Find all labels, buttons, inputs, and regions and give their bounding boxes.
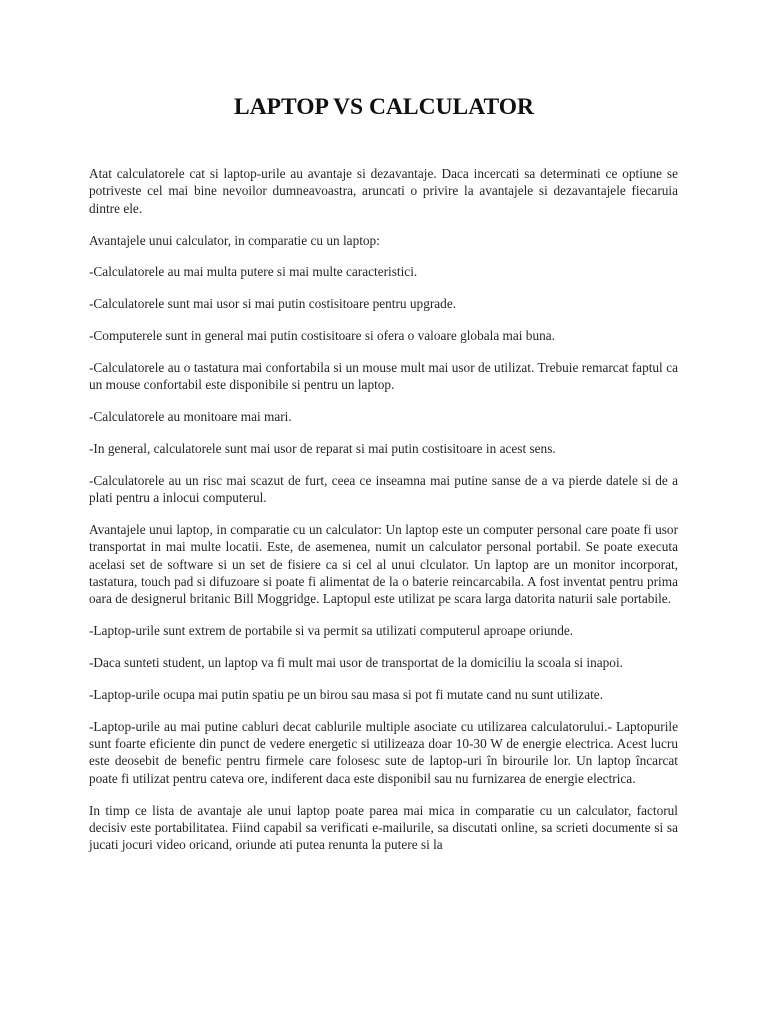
paragraph-laptop-cables: -Laptop-urile au mai putine cabluri decat cablurile multiple asociate cu utilizarea calculatorului.- Laptopurile sunt foarte eficiente din punct de vedere energetic si utilizeaza doar 10-30 W de energie electrica. Acest lucru este deosebit de benefic pentru firmele care folosesc sute de laptop-uri în birourile lor. Un laptop încarcat poate fi utilizat pentru cateva ore, indiferent daca este disponibil sau nu furnizarea de energie electrica. — [89, 718, 678, 786]
paragraph-calculator-keyboard: -Calculatorele au o tastatura mai confortabila si un mouse mult mai usor de utilizat. Trebuie remarcat faptul ca un mouse confortabil este disponibile si pentru un laptop. — [89, 359, 678, 393]
paragraph-calculator-power: -Calculatorele au mai multa putere si mai multe caracteristici. — [89, 264, 418, 280]
paragraph-calculator-cost: -Computerele sunt in general mai putin costisitoare si ofera o valoare globala mai buna. — [89, 328, 555, 343]
paragraph-calculator-advantages-heading: Avantajele unui calculator, in comparatie cu un laptop: — [89, 232, 380, 248]
paragraph-calculator-repair: -In general, calculatorele sunt mai usor de reparat si mai putin costisitoare in acest sens. — [89, 440, 556, 456]
paragraph-laptop-advantages: Avantajele unui laptop, in comparatie cu un calculator: Un laptop este un computer personal care poate fi usor transportat in mai multe locatii. Este, de asemenea, numit un calculator personal portabil. Se poate executa acelasi set de software si un set de fisiere ca si cel al unui clculator. Un laptop are un monitor incorporat, tastatura, touch pad si difuzoare si poate fi alimentat de la o baterie reincarcabila. A fost inventat pentru prima oara de designerul britanic Bill Moggridge. Laptopul este utilizat pe scara larga datorita naturii sale portabile. — [89, 521, 678, 607]
document-title: LAPTOP VS CALCULATOR — [234, 94, 534, 120]
paragraph-laptop-space: -Laptop-urile ocupa mai putin spatiu pe un birou sau masa si pot fi mutate cand nu sunt utilizate. — [89, 686, 604, 702]
paragraph-intro: Atat calculatorele cat si laptop-urile au avantaje si dezavantaje. Daca incercati sa determinati ce optiune se potriveste cel mai bine nevoilor dumneavoastra, aruncati o privire la avantajele si dezavantajele fiecaruia dintre ele. — [89, 166, 678, 216]
paragraph-calculator-upgrade: -Calculatorele sunt mai usor si mai putin costisitoare pentru upgrade. — [89, 296, 457, 312]
paragraph-conclusion: In timp ce lista de avantaje ale unui laptop poate parea mai mica in comparatie cu un calculator, factorul decisiv este portabilitatea. Fiind capabil sa verificati e-mailurile, sa discutati online, sa scrieti documente si sa jucati jocuri video oricand, oriunde ati putea renunta la putere si la — [89, 802, 678, 853]
document-body — [89, 165, 678, 868]
paragraph-calculator-monitors: -Calculatorele au monitoare mai mari. — [89, 409, 292, 424]
paragraph-laptop-student: -Daca sunteti student, un laptop va fi mult mai usor de transportat de la domiciliu la scoala si inapoi. — [89, 655, 623, 671]
paragraph-calculator-theft: -Calculatorele au un risc mai scazut de furt, ceea ce inseamna mai putine sanse de a va pierde datele si de a plati pentru a inlocui computerul. — [89, 472, 678, 505]
paragraph-laptop-portable: -Laptop-urile sunt extrem de portabile si va permit sa utilizati computerul aproape oriunde. — [89, 623, 574, 639]
